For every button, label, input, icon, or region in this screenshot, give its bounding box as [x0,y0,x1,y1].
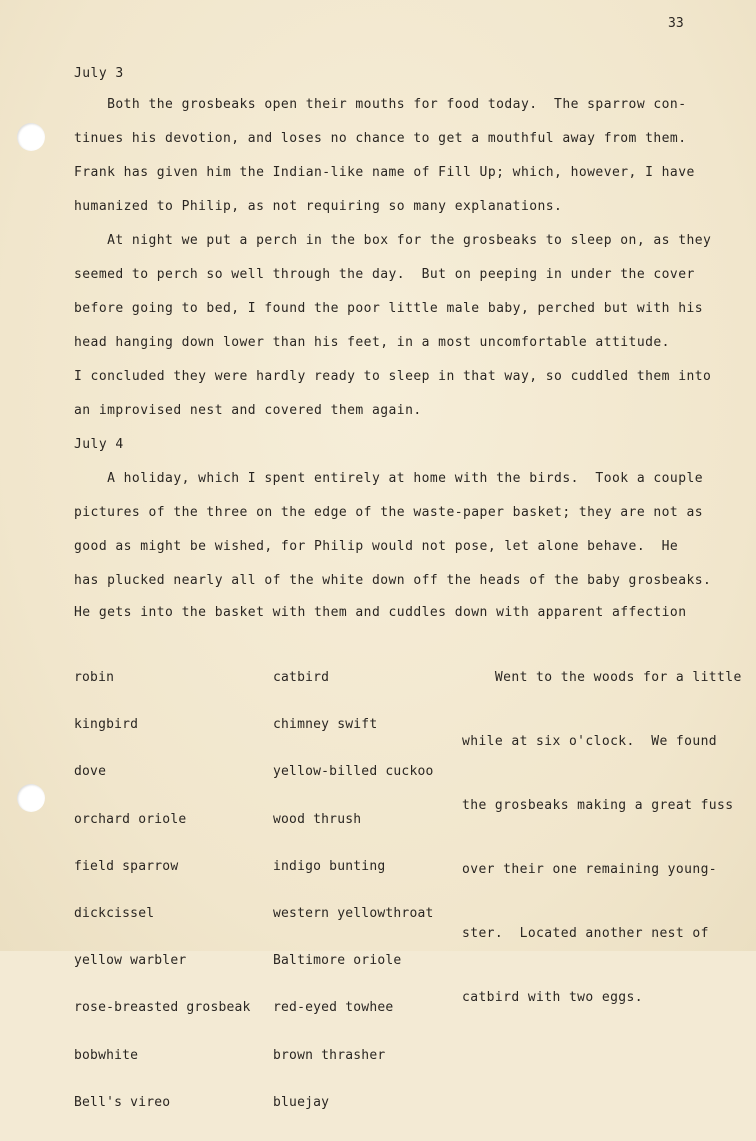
text-line: has plucked nearly all of the white down off the heads of the baby grosbeaks. [74,573,712,588]
text-line: I concluded they were hardly ready to sleep in that way, so cuddled them into [74,369,712,384]
text-line: pictures of the three on the edge of the waste-paper basket; they are not as [74,505,704,520]
list-item: yellow-billed cuckoo [273,764,434,780]
list-item: bobwhite [74,1047,139,1063]
text-line: Frank has given him the Indian-like name of Fill Up; which, however, I have [74,165,695,180]
text-line: catbird with two eggs. [462,990,643,1005]
bird-list-middle [273,639,434,1141]
text-line: before going to bed, I found the poor little male baby, perched but with his [74,301,704,316]
list-item: kingbird [74,717,139,733]
list-item: western yellowthroat [273,905,434,921]
list-item: dickcissel [74,905,155,921]
right-column-text [462,639,742,1053]
text-line: the grosbeaks making a great fuss [462,798,734,813]
text-line: humanized to Philip, as not requiring so many explanations. [74,199,563,214]
text-line: head hanging down lower than his feet, in a most uncomfortable attitude. [74,335,670,350]
text-line: At night we put a perch in the box for the grosbeaks to sleep on, as they [74,233,712,248]
punch-hole-top [17,123,45,151]
punch-hole-bottom [17,784,45,812]
text-line: seemed to perch so well through the day. But on peeping in under the cover [74,267,695,282]
list-item: rose-breasted grosbeak [74,1000,251,1016]
text-line: Both the grosbeaks open their mouths for food today. The sparrow con- [74,97,687,112]
date-heading-july-4: July 4 [74,437,124,452]
list-item: catbird [273,670,330,685]
page-number: 33 [668,16,684,31]
text-line: while at six o'clock. We found [462,734,718,749]
list-item: wood thrush [273,811,362,827]
date-heading-july-3: July 3 [74,66,124,81]
list-item: indigo bunting [273,858,386,874]
text-line: ster. Located another nest of [462,926,709,941]
text-line: A holiday, which I spent entirely at home with the birds. Took a couple [74,471,704,486]
text-line: He gets into the basket with them and cuddles down with apparent affection [74,605,687,620]
bird-list-left [74,639,251,1141]
text-line: Went to the woods for a little [462,670,742,685]
text-line: good as might be wished, for Philip would not pose, let alone behave. He [74,539,679,554]
list-item: dove [74,764,107,780]
list-item: field sparrow [74,858,179,874]
text-line: tinues his devotion, and loses no chance to get a mouthful away from them. [74,131,687,146]
text-line: an improvised nest and covered them again. [74,403,422,418]
list-item: Bell's vireo [74,1094,171,1110]
list-item: brown thrasher [273,1047,386,1063]
list-item: robin [74,670,115,685]
list-item: Baltimore oriole [273,953,402,969]
list-item: yellow warbler [74,953,187,969]
list-item: bluejay [273,1094,330,1110]
text-line: over their one remaining young- [462,862,718,877]
list-item: orchard oriole [74,811,187,827]
list-item: red-eyed towhee [273,1000,394,1016]
list-item: chimney swift [273,717,378,733]
